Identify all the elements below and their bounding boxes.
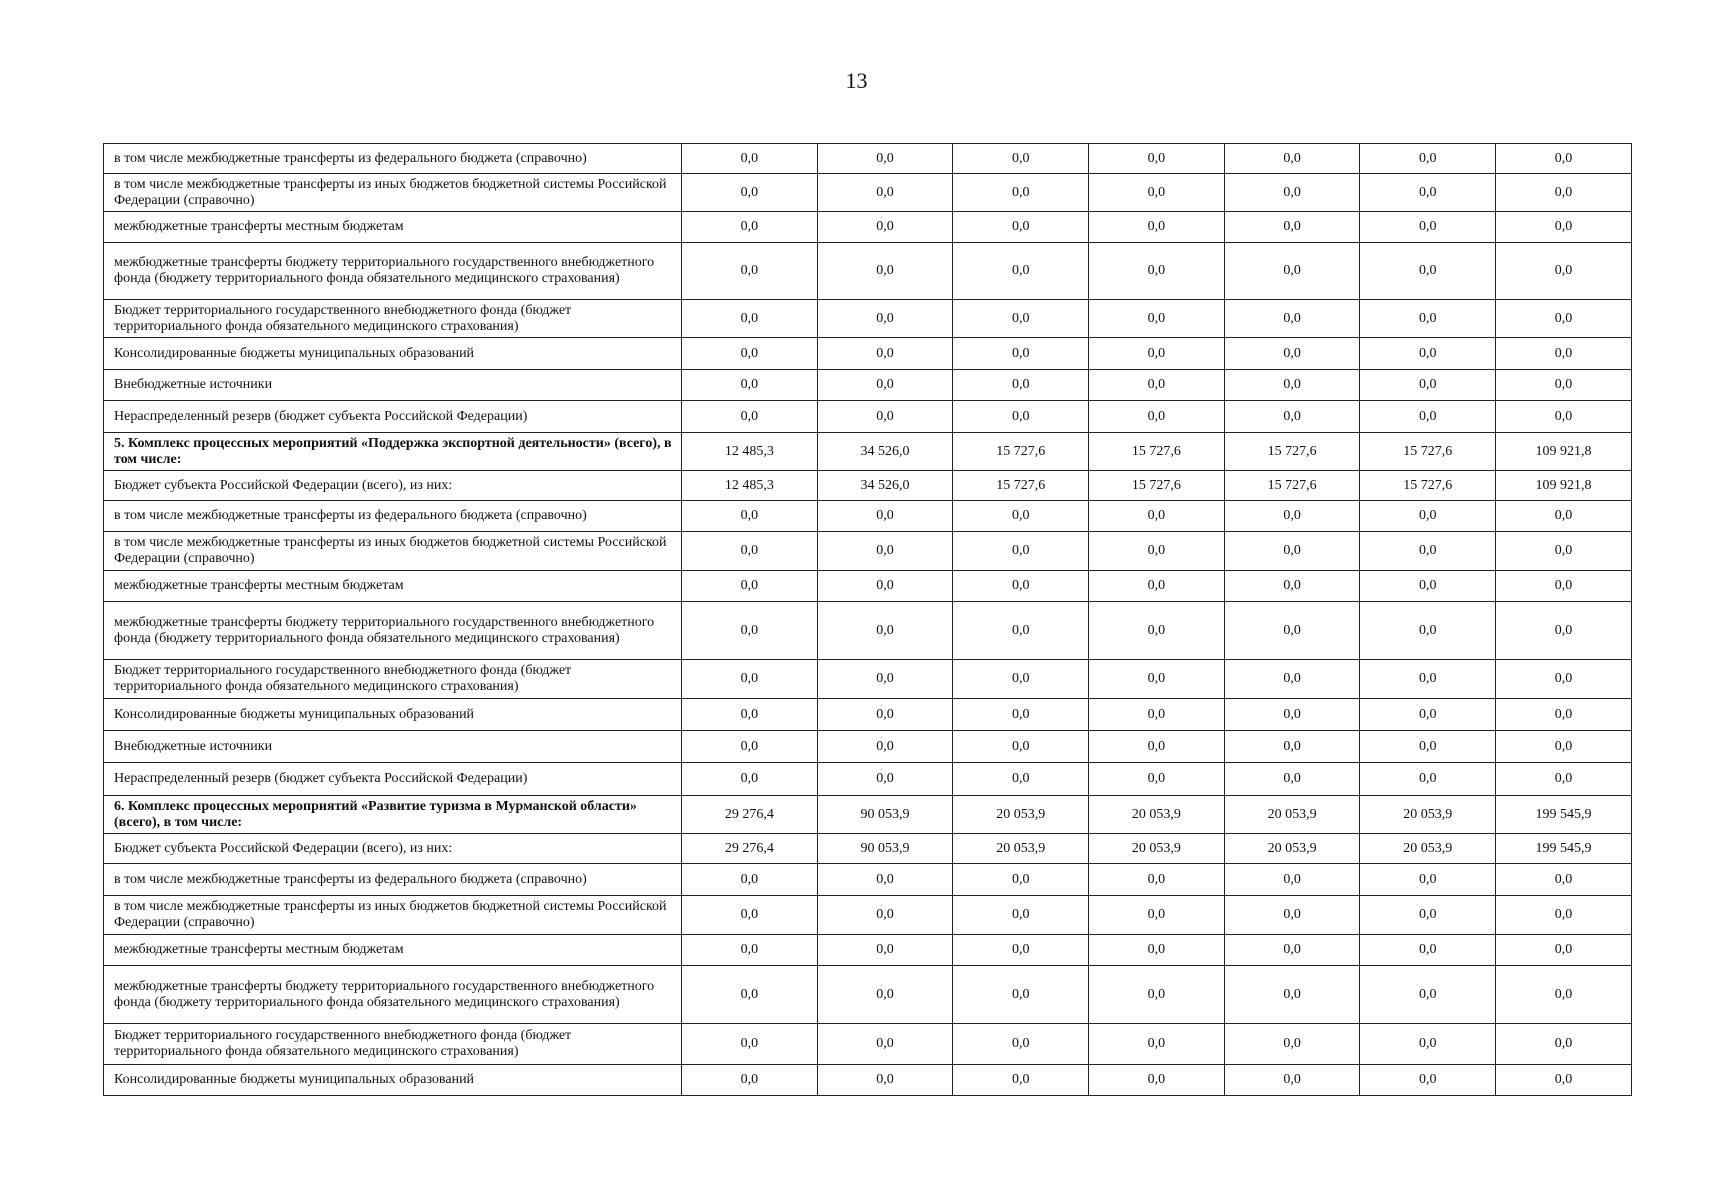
value-cell: 0,0 bbox=[1496, 864, 1632, 896]
table-row bbox=[104, 370, 1632, 401]
value-cell: 0,0 bbox=[1089, 370, 1225, 401]
value-cell: 0,0 bbox=[953, 1024, 1089, 1065]
row-label: Нераспределенный резерв (бюджет субъекта Российской Федерации) bbox=[104, 401, 682, 433]
value-cell: 0,0 bbox=[817, 243, 953, 300]
value-cell: 0,0 bbox=[1496, 501, 1632, 532]
row-label: Консолидированные бюджеты муниципальных образований bbox=[104, 699, 682, 731]
value-cell: 0,0 bbox=[817, 174, 953, 212]
table-row bbox=[104, 300, 1632, 338]
value-cell: 15 727,6 bbox=[1224, 471, 1360, 501]
value-cell: 0,0 bbox=[953, 763, 1089, 796]
table-row bbox=[104, 864, 1632, 896]
row-label: межбюджетные трансферты бюджету территориального государственного внебюджетного фонда (бюджету территориального фонда обязательного медицинского страхования) bbox=[104, 602, 682, 660]
value-cell: 12 485,3 bbox=[682, 433, 818, 471]
budget-table-body bbox=[104, 144, 1632, 1096]
value-cell: 0,0 bbox=[1089, 1065, 1225, 1096]
value-cell: 0,0 bbox=[1496, 1024, 1632, 1065]
table-row bbox=[104, 966, 1632, 1024]
value-cell: 199 545,9 bbox=[1496, 796, 1632, 834]
value-cell: 0,0 bbox=[682, 731, 818, 763]
value-cell: 0,0 bbox=[1360, 212, 1496, 243]
value-cell: 0,0 bbox=[1360, 935, 1496, 966]
row-label: Бюджет субъекта Российской Федерации (всего), из них: bbox=[104, 834, 682, 864]
value-cell: 0,0 bbox=[817, 144, 953, 174]
value-cell: 0,0 bbox=[1496, 401, 1632, 433]
value-cell: 29 276,4 bbox=[682, 834, 818, 864]
value-cell: 20 053,9 bbox=[1224, 834, 1360, 864]
value-cell: 0,0 bbox=[1224, 864, 1360, 896]
value-cell: 0,0 bbox=[1360, 602, 1496, 660]
value-cell: 0,0 bbox=[1496, 1065, 1632, 1096]
value-cell: 0,0 bbox=[953, 699, 1089, 731]
value-cell: 0,0 bbox=[817, 1065, 953, 1096]
value-cell: 0,0 bbox=[817, 935, 953, 966]
value-cell: 0,0 bbox=[953, 966, 1089, 1024]
value-cell: 0,0 bbox=[1224, 935, 1360, 966]
value-cell: 0,0 bbox=[1496, 532, 1632, 571]
value-cell: 0,0 bbox=[1089, 532, 1225, 571]
value-cell: 0,0 bbox=[682, 966, 818, 1024]
value-cell: 0,0 bbox=[682, 660, 818, 699]
value-cell: 0,0 bbox=[682, 300, 818, 338]
value-cell: 0,0 bbox=[1496, 571, 1632, 602]
table-row bbox=[104, 212, 1632, 243]
table-row bbox=[104, 731, 1632, 763]
value-cell: 0,0 bbox=[682, 896, 818, 935]
value-cell: 0,0 bbox=[1496, 966, 1632, 1024]
value-cell: 0,0 bbox=[817, 896, 953, 935]
value-cell: 0,0 bbox=[1089, 144, 1225, 174]
row-label: межбюджетные трансферты бюджету территориального государственного внебюджетного фонда (бюджету территориального фонда обязательного медицинского страхования) bbox=[104, 966, 682, 1024]
value-cell: 0,0 bbox=[1224, 174, 1360, 212]
table-section-row bbox=[104, 796, 1632, 834]
table-row bbox=[104, 401, 1632, 433]
value-cell: 0,0 bbox=[817, 401, 953, 433]
value-cell: 0,0 bbox=[817, 731, 953, 763]
value-cell: 0,0 bbox=[1224, 660, 1360, 699]
value-cell: 0,0 bbox=[1360, 1065, 1496, 1096]
row-label: Бюджет территориального государственного внебюджетного фонда (бюджет территориального фонда обязательного медицинского страхования) bbox=[104, 660, 682, 699]
table-row bbox=[104, 1024, 1632, 1065]
value-cell: 0,0 bbox=[1360, 1024, 1496, 1065]
value-cell: 15 727,6 bbox=[1360, 471, 1496, 501]
value-cell: 0,0 bbox=[682, 935, 818, 966]
row-label: межбюджетные трансферты местным бюджетам bbox=[104, 212, 682, 243]
value-cell: 0,0 bbox=[1496, 763, 1632, 796]
value-cell: 0,0 bbox=[682, 401, 818, 433]
value-cell: 0,0 bbox=[817, 763, 953, 796]
value-cell: 20 053,9 bbox=[953, 834, 1089, 864]
value-cell: 0,0 bbox=[1224, 532, 1360, 571]
value-cell: 0,0 bbox=[1089, 935, 1225, 966]
value-cell: 0,0 bbox=[1360, 174, 1496, 212]
value-cell: 0,0 bbox=[1224, 699, 1360, 731]
value-cell: 0,0 bbox=[682, 501, 818, 532]
value-cell: 0,0 bbox=[1360, 144, 1496, 174]
value-cell: 199 545,9 bbox=[1496, 834, 1632, 864]
value-cell: 0,0 bbox=[1224, 1065, 1360, 1096]
value-cell: 0,0 bbox=[1496, 370, 1632, 401]
value-cell: 0,0 bbox=[817, 501, 953, 532]
value-cell: 0,0 bbox=[953, 935, 1089, 966]
value-cell: 0,0 bbox=[1089, 1024, 1225, 1065]
value-cell: 20 053,9 bbox=[1089, 834, 1225, 864]
table-row bbox=[104, 602, 1632, 660]
value-cell: 0,0 bbox=[1224, 602, 1360, 660]
value-cell: 0,0 bbox=[1224, 501, 1360, 532]
table-row bbox=[104, 834, 1632, 864]
value-cell: 20 053,9 bbox=[953, 796, 1089, 834]
table-row bbox=[104, 501, 1632, 532]
value-cell: 90 053,9 bbox=[817, 796, 953, 834]
value-cell: 0,0 bbox=[1224, 896, 1360, 935]
value-cell: 15 727,6 bbox=[1360, 433, 1496, 471]
value-cell: 0,0 bbox=[1224, 731, 1360, 763]
value-cell: 0,0 bbox=[682, 174, 818, 212]
value-cell: 0,0 bbox=[1496, 660, 1632, 699]
value-cell: 0,0 bbox=[1360, 243, 1496, 300]
value-cell: 0,0 bbox=[682, 602, 818, 660]
row-label: в том числе межбюджетные трансферты из иных бюджетов бюджетной системы Российской Федерации (справочно) bbox=[104, 532, 682, 571]
value-cell: 0,0 bbox=[1224, 401, 1360, 433]
value-cell: 0,0 bbox=[1496, 602, 1632, 660]
value-cell: 0,0 bbox=[1224, 370, 1360, 401]
value-cell: 0,0 bbox=[682, 532, 818, 571]
value-cell: 0,0 bbox=[953, 532, 1089, 571]
row-label: межбюджетные трансферты местным бюджетам bbox=[104, 935, 682, 966]
value-cell: 0,0 bbox=[1224, 243, 1360, 300]
value-cell: 0,0 bbox=[1360, 370, 1496, 401]
value-cell: 0,0 bbox=[1496, 896, 1632, 935]
value-cell: 15 727,6 bbox=[1089, 471, 1225, 501]
value-cell: 0,0 bbox=[1089, 174, 1225, 212]
value-cell: 0,0 bbox=[953, 174, 1089, 212]
page-number: 13 bbox=[845, 68, 868, 93]
value-cell: 0,0 bbox=[817, 338, 953, 370]
value-cell: 0,0 bbox=[682, 212, 818, 243]
value-cell: 0,0 bbox=[953, 300, 1089, 338]
value-cell: 0,0 bbox=[1496, 338, 1632, 370]
value-cell: 0,0 bbox=[817, 1024, 953, 1065]
value-cell: 0,0 bbox=[817, 532, 953, 571]
row-label: в том числе межбюджетные трансферты из федерального бюджета (справочно) bbox=[104, 501, 682, 532]
value-cell: 0,0 bbox=[1224, 1024, 1360, 1065]
value-cell: 90 053,9 bbox=[817, 834, 953, 864]
value-cell: 0,0 bbox=[1224, 144, 1360, 174]
value-cell: 0,0 bbox=[1224, 300, 1360, 338]
value-cell: 0,0 bbox=[1224, 571, 1360, 602]
value-cell: 20 053,9 bbox=[1360, 834, 1496, 864]
table-section-row bbox=[104, 433, 1632, 471]
value-cell: 15 727,6 bbox=[953, 433, 1089, 471]
value-cell: 34 526,0 bbox=[817, 433, 953, 471]
value-cell: 0,0 bbox=[953, 602, 1089, 660]
value-cell: 0,0 bbox=[1496, 699, 1632, 731]
value-cell: 0,0 bbox=[953, 338, 1089, 370]
value-cell: 0,0 bbox=[1089, 660, 1225, 699]
row-label: Консолидированные бюджеты муниципальных образований bbox=[104, 1065, 682, 1096]
row-label: Консолидированные бюджеты муниципальных образований bbox=[104, 338, 682, 370]
value-cell: 0,0 bbox=[682, 243, 818, 300]
table-row bbox=[104, 896, 1632, 935]
value-cell: 0,0 bbox=[682, 1065, 818, 1096]
value-cell: 0,0 bbox=[1360, 300, 1496, 338]
table-row bbox=[104, 763, 1632, 796]
table-row bbox=[104, 699, 1632, 731]
value-cell: 0,0 bbox=[1360, 571, 1496, 602]
row-label: 6. Комплекс процессных мероприятий «Развитие туризма в Мурманской области» (всего), в том числе: bbox=[104, 796, 682, 834]
value-cell: 0,0 bbox=[682, 338, 818, 370]
value-cell: 0,0 bbox=[1496, 731, 1632, 763]
value-cell: 0,0 bbox=[1089, 699, 1225, 731]
value-cell: 0,0 bbox=[1089, 966, 1225, 1024]
value-cell: 0,0 bbox=[1496, 300, 1632, 338]
value-cell: 0,0 bbox=[1360, 896, 1496, 935]
value-cell: 0,0 bbox=[953, 571, 1089, 602]
value-cell: 0,0 bbox=[817, 300, 953, 338]
table-row bbox=[104, 144, 1632, 174]
value-cell: 0,0 bbox=[1360, 338, 1496, 370]
value-cell: 109 921,8 bbox=[1496, 433, 1632, 471]
value-cell: 0,0 bbox=[1089, 243, 1225, 300]
value-cell: 0,0 bbox=[1089, 763, 1225, 796]
row-label: 5. Комплекс процессных мероприятий «Поддержка экспортной деятельности» (всего), в том числе: bbox=[104, 433, 682, 471]
value-cell: 0,0 bbox=[682, 571, 818, 602]
value-cell: 0,0 bbox=[1089, 300, 1225, 338]
row-label: в том числе межбюджетные трансферты из федерального бюджета (справочно) bbox=[104, 864, 682, 896]
value-cell: 0,0 bbox=[1496, 212, 1632, 243]
value-cell: 0,0 bbox=[1224, 966, 1360, 1024]
value-cell: 0,0 bbox=[817, 571, 953, 602]
value-cell: 29 276,4 bbox=[682, 796, 818, 834]
value-cell: 0,0 bbox=[682, 144, 818, 174]
value-cell: 0,0 bbox=[1496, 174, 1632, 212]
value-cell: 0,0 bbox=[682, 699, 818, 731]
value-cell: 0,0 bbox=[1224, 212, 1360, 243]
value-cell: 0,0 bbox=[953, 212, 1089, 243]
row-label: в том числе межбюджетные трансферты из иных бюджетов бюджетной системы Российской Федерации (справочно) bbox=[104, 174, 682, 212]
row-label: Внебюджетные источники bbox=[104, 731, 682, 763]
value-cell: 0,0 bbox=[1089, 338, 1225, 370]
row-label: Бюджет территориального государственного внебюджетного фонда (бюджет территориального фонда обязательного медицинского страхования) bbox=[104, 1024, 682, 1065]
value-cell: 0,0 bbox=[1496, 243, 1632, 300]
value-cell: 0,0 bbox=[1360, 864, 1496, 896]
value-cell: 0,0 bbox=[817, 602, 953, 660]
value-cell: 0,0 bbox=[953, 501, 1089, 532]
row-label: в том числе межбюджетные трансферты из федерального бюджета (справочно) bbox=[104, 144, 682, 174]
table-row bbox=[104, 532, 1632, 571]
value-cell: 0,0 bbox=[817, 966, 953, 1024]
value-cell: 0,0 bbox=[953, 660, 1089, 699]
value-cell: 0,0 bbox=[1360, 699, 1496, 731]
value-cell: 0,0 bbox=[953, 731, 1089, 763]
value-cell: 0,0 bbox=[1360, 532, 1496, 571]
value-cell: 15 727,6 bbox=[1224, 433, 1360, 471]
budget-table bbox=[103, 143, 1632, 1096]
value-cell: 109 921,8 bbox=[1496, 471, 1632, 501]
row-label: Бюджет субъекта Российской Федерации (всего), из них: bbox=[104, 471, 682, 501]
table-row bbox=[104, 243, 1632, 300]
value-cell: 0,0 bbox=[1496, 144, 1632, 174]
value-cell: 12 485,3 bbox=[682, 471, 818, 501]
value-cell: 15 727,6 bbox=[1089, 433, 1225, 471]
row-label: межбюджетные трансферты бюджету территориального государственного внебюджетного фонда (бюджету территориального фонда обязательного медицинского страхования) bbox=[104, 243, 682, 300]
value-cell: 0,0 bbox=[1360, 966, 1496, 1024]
value-cell: 0,0 bbox=[1089, 731, 1225, 763]
value-cell: 0,0 bbox=[953, 243, 1089, 300]
value-cell: 20 053,9 bbox=[1089, 796, 1225, 834]
value-cell: 0,0 bbox=[817, 699, 953, 731]
value-cell: 0,0 bbox=[682, 1024, 818, 1065]
value-cell: 0,0 bbox=[1360, 660, 1496, 699]
value-cell: 0,0 bbox=[817, 212, 953, 243]
row-label: Внебюджетные источники bbox=[104, 370, 682, 401]
value-cell: 0,0 bbox=[1360, 501, 1496, 532]
value-cell: 0,0 bbox=[1089, 896, 1225, 935]
row-label: Нераспределенный резерв (бюджет субъекта Российской Федерации) bbox=[104, 763, 682, 796]
value-cell: 0,0 bbox=[953, 144, 1089, 174]
value-cell: 0,0 bbox=[1089, 401, 1225, 433]
value-cell: 0,0 bbox=[953, 1065, 1089, 1096]
value-cell: 0,0 bbox=[953, 401, 1089, 433]
value-cell: 20 053,9 bbox=[1224, 796, 1360, 834]
value-cell: 0,0 bbox=[1360, 731, 1496, 763]
table-row bbox=[104, 338, 1632, 370]
value-cell: 0,0 bbox=[1089, 501, 1225, 532]
table-row bbox=[104, 1065, 1632, 1096]
value-cell: 0,0 bbox=[1496, 935, 1632, 966]
row-label: Бюджет территориального государственного внебюджетного фонда (бюджет территориального фонда обязательного медицинского страхования) bbox=[104, 300, 682, 338]
value-cell: 0,0 bbox=[1089, 571, 1225, 602]
value-cell: 0,0 bbox=[953, 896, 1089, 935]
value-cell: 34 526,0 bbox=[817, 471, 953, 501]
value-cell: 0,0 bbox=[953, 370, 1089, 401]
value-cell: 0,0 bbox=[817, 660, 953, 699]
value-cell: 0,0 bbox=[1089, 602, 1225, 660]
value-cell: 0,0 bbox=[1360, 763, 1496, 796]
row-label: в том числе межбюджетные трансферты из иных бюджетов бюджетной системы Российской Федерации (справочно) bbox=[104, 896, 682, 935]
table-row bbox=[104, 660, 1632, 699]
table-row bbox=[104, 571, 1632, 602]
value-cell: 0,0 bbox=[682, 864, 818, 896]
value-cell: 0,0 bbox=[1224, 338, 1360, 370]
table-row bbox=[104, 471, 1632, 501]
value-cell: 0,0 bbox=[817, 864, 953, 896]
value-cell: 0,0 bbox=[682, 763, 818, 796]
value-cell: 0,0 bbox=[817, 370, 953, 401]
value-cell: 0,0 bbox=[1360, 401, 1496, 433]
value-cell: 0,0 bbox=[682, 370, 818, 401]
row-label: межбюджетные трансферты местным бюджетам bbox=[104, 571, 682, 602]
table-row bbox=[104, 935, 1632, 966]
value-cell: 0,0 bbox=[1089, 864, 1225, 896]
value-cell: 0,0 bbox=[1224, 763, 1360, 796]
value-cell: 0,0 bbox=[953, 864, 1089, 896]
value-cell: 0,0 bbox=[1089, 212, 1225, 243]
value-cell: 20 053,9 bbox=[1360, 796, 1496, 834]
table-row bbox=[104, 174, 1632, 212]
value-cell: 15 727,6 bbox=[953, 471, 1089, 501]
